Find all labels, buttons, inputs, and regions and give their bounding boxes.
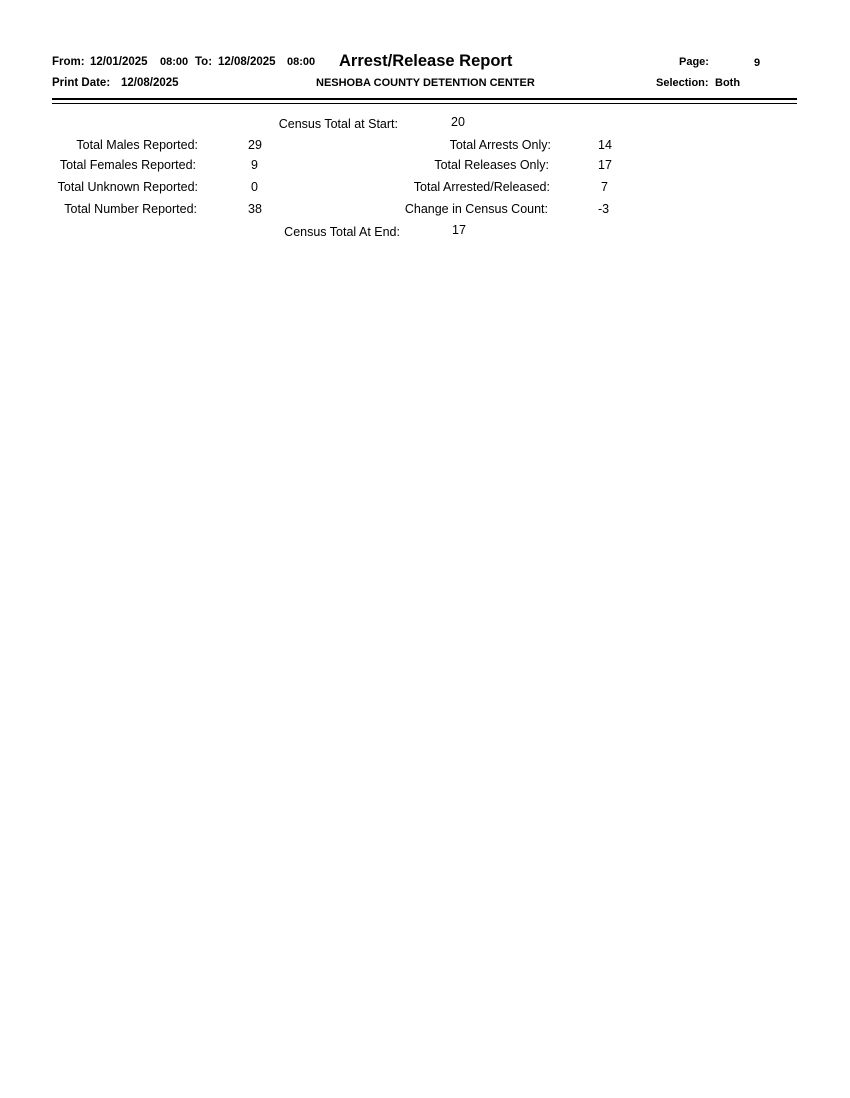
total-unknown-label: Total Unknown Reported: <box>57 180 198 194</box>
facility-name: NESHOBA COUNTY DETENTION CENTER <box>316 77 535 89</box>
total-males-label: Total Males Reported: <box>76 138 198 152</box>
report-title: Arrest/Release Report <box>339 52 513 70</box>
to-time: 08:00 <box>287 56 316 68</box>
from-date: 12/01/2025 <box>90 56 148 68</box>
total-releases-label: Total Releases Only: <box>434 158 549 172</box>
header-rule-thick <box>52 98 797 100</box>
selection-value: Both <box>715 77 741 89</box>
total-arrests-value: 14 <box>598 138 612 152</box>
selection-label: Selection: <box>656 77 709 89</box>
census-start-value: 20 <box>451 115 465 129</box>
total-females-value: 9 <box>251 158 258 172</box>
total-arrested-released-label: Total Arrested/Released: <box>413 180 550 194</box>
from-label: From: <box>52 56 85 68</box>
census-start-label: Census Total at Start: <box>278 117 398 131</box>
census-end-label: Census Total At End: <box>284 225 400 239</box>
page-number: 9 <box>754 57 761 69</box>
total-females-label: Total Females Reported: <box>59 158 196 172</box>
census-end-value: 17 <box>452 223 466 237</box>
total-number-label: Total Number Reported: <box>64 202 197 216</box>
to-label: To: <box>195 56 213 68</box>
change-census-value: -3 <box>598 202 610 216</box>
total-number-value: 38 <box>248 202 262 216</box>
from-time: 08:00 <box>160 56 189 68</box>
total-arrests-label: Total Arrests Only: <box>449 138 551 152</box>
total-unknown-value: 0 <box>251 180 258 194</box>
header-rule-thin <box>52 103 797 104</box>
change-census-label: Change in Census Count: <box>404 202 548 216</box>
print-date-label: Print Date: <box>52 77 111 89</box>
print-date: 12/08/2025 <box>121 77 179 89</box>
to-date: 12/08/2025 <box>218 56 276 68</box>
page-label: Page: <box>679 56 709 68</box>
total-males-value: 29 <box>248 138 262 152</box>
total-arrested-released-value: 7 <box>601 180 608 194</box>
total-releases-value: 17 <box>598 158 612 172</box>
